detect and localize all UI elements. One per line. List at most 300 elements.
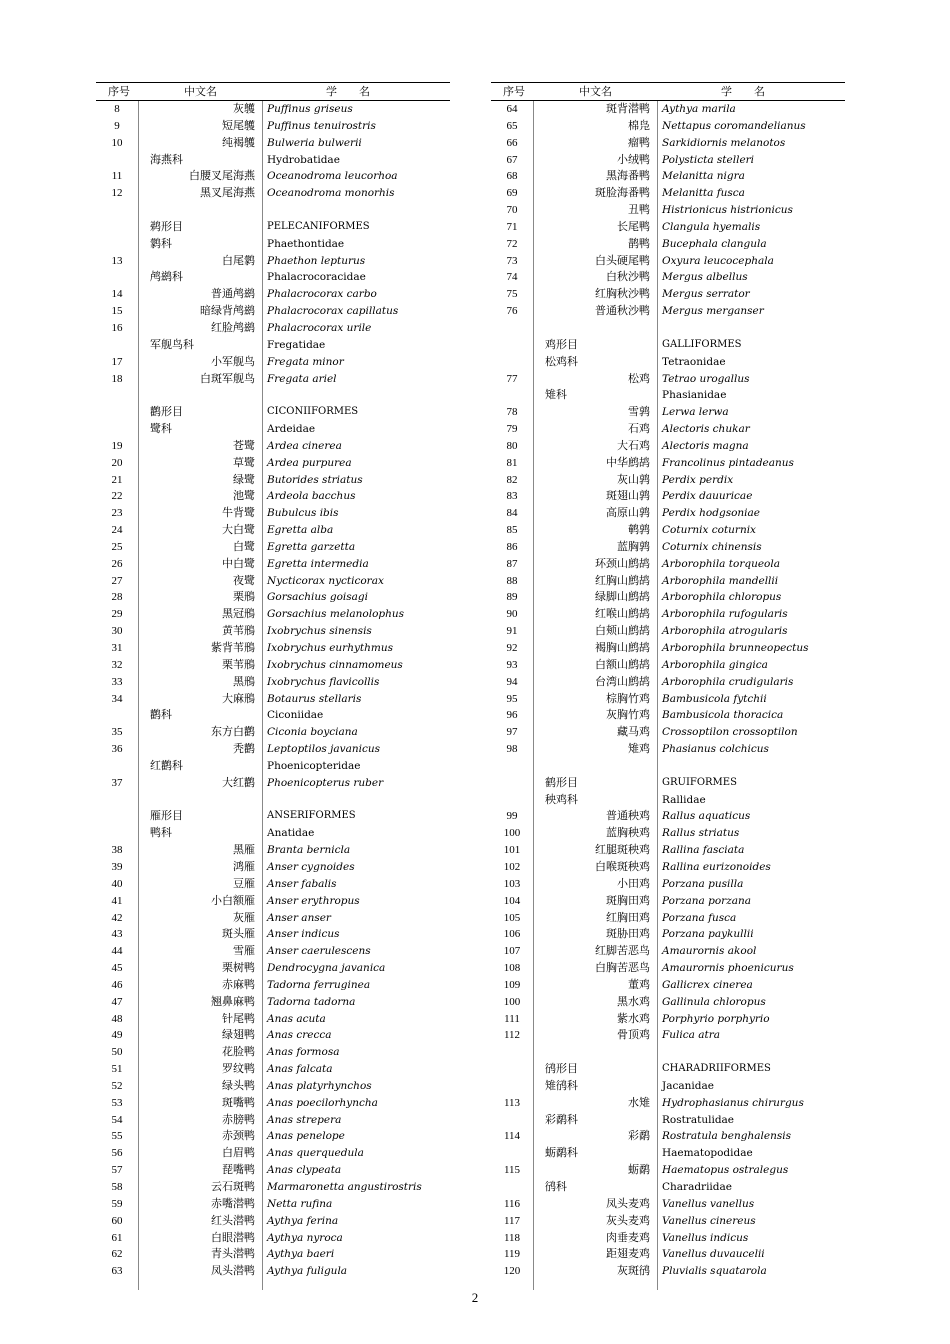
page-number: 2 — [471, 1290, 479, 1305]
chinese-name: 斑嘴鸭 — [222, 1095, 255, 1109]
scientific-name: Anas acuta — [267, 1012, 326, 1025]
species-row — [96, 455, 450, 472]
scientific-name: Rallina eurizonoides — [662, 860, 771, 873]
species-number: 8 — [114, 103, 120, 115]
chinese-name: 夜鹭 — [233, 573, 255, 587]
species-row — [96, 775, 450, 792]
chinese-name: 白尾鹲 — [222, 253, 255, 267]
species-number: 75 — [506, 288, 518, 301]
chinese-name: 小田鸡 — [617, 876, 650, 890]
species-row — [96, 1112, 450, 1129]
scientific-name: Phoenicopteridae — [267, 759, 361, 772]
scientific-name: Tetraonidae — [662, 355, 726, 368]
species-number: 52 — [111, 1079, 123, 1092]
chinese-name: 凤头麦鸡 — [606, 1196, 650, 1210]
taxon-chinese-name: 鹳科 — [150, 708, 172, 722]
scientific-name: Ardeola bacchus — [267, 490, 356, 503]
species-number: 116 — [503, 1197, 521, 1210]
species-list-right — [491, 101, 845, 1280]
blank-row — [96, 387, 450, 404]
chinese-name: 翘鼻麻鸭 — [211, 994, 255, 1008]
species-number: 77 — [506, 372, 518, 385]
species-number: 114 — [503, 1130, 521, 1143]
header-number: 序号 — [108, 85, 130, 98]
species-number: 64 — [506, 103, 518, 115]
scientific-name: PELECANIFORMES — [267, 220, 370, 232]
species-row — [491, 573, 845, 590]
species-number: 54 — [111, 1113, 123, 1126]
scientific-name: Tadorna tadorna — [267, 995, 356, 1008]
scientific-name: Ixobrychus flavicollis — [267, 675, 380, 688]
species-row — [96, 1162, 450, 1179]
species-row — [96, 1246, 450, 1263]
scientific-name: Vanellus indicus — [662, 1231, 749, 1244]
species-number: 111 — [504, 1012, 520, 1025]
species-row — [96, 1061, 450, 1078]
taxon-heading-row — [96, 337, 450, 354]
species-row — [96, 253, 450, 270]
chinese-name: 雉鸡 — [628, 742, 650, 756]
species-row — [491, 1027, 845, 1044]
taxon-chinese-name: 雉鸻科 — [545, 1078, 578, 1092]
species-row — [491, 472, 845, 489]
species-row — [96, 472, 450, 489]
chinese-name: 棕胸竹鸡 — [606, 691, 650, 705]
scientific-name: Phasianidae — [662, 389, 727, 402]
species-number: 30 — [111, 625, 123, 638]
chinese-name: 斑胁田鸡 — [606, 927, 650, 941]
species-number: 23 — [111, 507, 123, 520]
chinese-name: 雪鹑 — [628, 405, 650, 419]
scientific-name: Alectoris magna — [662, 439, 749, 452]
species-row — [491, 219, 845, 236]
scientific-name: Butorides striatus — [267, 473, 363, 486]
species-row — [491, 859, 845, 876]
species-row — [96, 589, 450, 606]
scientific-name: Hydrophasianus chirurgus — [662, 1096, 804, 1109]
species-number: 76 — [506, 305, 518, 318]
species-number: 68 — [506, 170, 518, 183]
scientific-name: Rallidae — [662, 793, 706, 806]
species-number: 90 — [506, 608, 518, 621]
species-number: 29 — [111, 608, 123, 621]
scientific-name: Arborophila crudigularis — [662, 675, 794, 688]
chinese-name: 黑叉尾海燕 — [200, 186, 255, 200]
species-row — [491, 522, 845, 539]
species-row — [96, 438, 450, 455]
species-number: 48 — [111, 1012, 123, 1025]
chinese-name: 赤颈鸭 — [222, 1129, 255, 1143]
scientific-name: Amaurornis akool — [662, 945, 757, 958]
species-list-left — [96, 101, 450, 1280]
taxon-heading-row — [96, 825, 450, 842]
species-row — [491, 185, 845, 202]
species-row — [491, 1095, 845, 1112]
species-row — [491, 1128, 845, 1145]
chinese-name: 白胸苦恶鸟 — [595, 961, 650, 975]
species-number: 70 — [506, 204, 518, 217]
species-row — [491, 674, 845, 691]
chinese-name: 鹊鸭 — [628, 236, 650, 250]
species-number: 24 — [111, 524, 123, 537]
species-row — [491, 539, 845, 556]
taxon-chinese-name: 鸬鹚科 — [150, 270, 183, 284]
taxon-heading-row — [491, 1112, 845, 1129]
taxon-heading-row — [491, 387, 845, 404]
species-number: 100 — [503, 995, 521, 1008]
chinese-name: 紫背苇鳽 — [211, 641, 255, 654]
taxon-heading-row — [491, 1061, 845, 1078]
species-row — [491, 724, 845, 741]
scientific-name: Tadorna ferruginea — [267, 978, 371, 991]
species-row — [491, 640, 845, 657]
species-number: 107 — [503, 945, 521, 958]
chinese-name: 赤膀鸭 — [222, 1112, 255, 1126]
scientific-name: Arborophila atrogularis — [662, 625, 788, 638]
taxon-chinese-name: 军舰鸟科 — [150, 337, 194, 351]
chinese-name: 绿脚山鹧鸪 — [595, 590, 650, 604]
species-number: 87 — [506, 557, 518, 570]
scientific-name: Anser indicus — [267, 928, 340, 941]
chinese-name: 距翅麦鸡 — [606, 1247, 650, 1261]
taxon-chinese-name: 鹭科 — [150, 422, 172, 436]
species-row — [96, 505, 450, 522]
species-row — [96, 1196, 450, 1213]
scientific-name: Anser anser — [267, 911, 331, 924]
species-number: 58 — [111, 1181, 123, 1193]
scientific-name: Fulica atra — [662, 1029, 721, 1042]
species-row — [96, 977, 450, 994]
species-row — [96, 1263, 450, 1280]
scientific-name: Anas platyrhynchos — [267, 1079, 372, 1092]
species-number: 72 — [506, 237, 518, 250]
species-row — [96, 674, 450, 691]
header-scientific-name: 学 名 — [721, 85, 765, 98]
chinese-name: 中华鹧鸪 — [606, 455, 650, 469]
scientific-name: Fregata minor — [267, 355, 344, 368]
species-number: 14 — [111, 288, 123, 301]
chinese-name: 斑翅山鹑 — [606, 489, 650, 503]
scientific-name: ANSERIFORMES — [267, 810, 356, 822]
species-row — [96, 1179, 450, 1196]
species-row — [96, 741, 450, 758]
species-number: 80 — [506, 439, 518, 452]
blank-row — [96, 202, 450, 219]
species-row — [96, 691, 450, 708]
scientific-name: Phasianus colchicus — [662, 743, 769, 756]
scientific-name: Amaurornis phoenicurus — [662, 962, 794, 975]
species-number: 45 — [111, 962, 123, 975]
species-number: 99 — [506, 810, 518, 823]
scientific-name: Marmaronetta angustirostris — [267, 1181, 422, 1193]
chinese-name: 环颈山鹧鸪 — [595, 556, 650, 570]
scientific-name: Tetrao urogallus — [662, 372, 750, 385]
species-row — [491, 910, 845, 927]
scientific-name: Jacanidae — [662, 1079, 714, 1092]
chinese-name: 紫水鸡 — [617, 1011, 650, 1025]
scientific-name: Nycticorax nycticorax — [267, 574, 384, 587]
scientific-name: Vanellus cinereus — [662, 1214, 756, 1227]
species-row — [491, 286, 845, 303]
species-row — [96, 606, 450, 623]
taxon-chinese-name: 彩鹬科 — [545, 1112, 578, 1126]
chinese-name: 台湾山鹧鸪 — [595, 674, 650, 688]
chinese-name: 石鸡 — [628, 422, 650, 436]
species-row — [491, 253, 845, 270]
chinese-name: 白眉鸭 — [222, 1146, 255, 1160]
scientific-name: Melanitta nigra — [662, 170, 745, 183]
scientific-name: Rallina fasciata — [662, 844, 745, 857]
scientific-name: Coturnix coturnix — [662, 524, 756, 537]
species-number: 12 — [111, 187, 123, 200]
chinese-name: 高原山鹑 — [606, 506, 650, 520]
species-number: 15 — [111, 305, 123, 318]
chinese-name: 红胸山鹧鸪 — [595, 573, 650, 587]
species-row — [491, 404, 845, 421]
scientific-name: Hydrobatidae — [267, 153, 340, 166]
species-row — [491, 505, 845, 522]
chinese-name: 绿翅鸭 — [222, 1028, 255, 1042]
species-number: 62 — [111, 1248, 123, 1261]
species-number: 101 — [503, 844, 521, 857]
chinese-name: 大白鹭 — [222, 523, 255, 537]
chinese-name: 灰斑鸻 — [617, 1264, 650, 1278]
chinese-name: 瘤鸭 — [628, 135, 650, 149]
scientific-name: Rallus aquaticus — [662, 810, 751, 823]
species-row — [491, 118, 845, 135]
species-row — [491, 556, 845, 573]
chinese-name: 中白鹭 — [222, 556, 255, 570]
species-row — [491, 371, 845, 388]
chinese-name: 黑冠鳽 — [222, 607, 255, 621]
species-row — [96, 371, 450, 388]
scientific-name: Arborophila rufogularis — [662, 608, 788, 621]
chinese-name: 红喉山鹧鸪 — [595, 607, 650, 621]
species-row — [491, 606, 845, 623]
blank-row — [491, 758, 845, 775]
species-number: 88 — [506, 574, 518, 587]
species-row — [491, 1196, 845, 1213]
species-number: 21 — [111, 473, 123, 486]
scientific-name: Porzana fusca — [662, 911, 737, 924]
species-row — [96, 893, 450, 910]
scientific-name: Puffinus tenuirostris — [267, 119, 376, 132]
species-row — [96, 573, 450, 590]
scientific-name: Leptoptilos javanicus — [267, 743, 381, 756]
chinese-name: 秃鹳 — [233, 742, 255, 756]
chinese-name: 灰鹱 — [233, 102, 255, 115]
species-number: 79 — [506, 423, 518, 436]
chinese-name: 丑鸭 — [628, 203, 650, 217]
chinese-name: 白鹭 — [233, 539, 255, 553]
chinese-name: 大红鹳 — [222, 775, 255, 789]
scientific-name: Perdix hodgsoniae — [662, 507, 760, 520]
species-number: 85 — [506, 524, 518, 537]
species-number: 36 — [111, 743, 123, 756]
scientific-name: Charadriidae — [662, 1181, 732, 1193]
taxon-heading-row — [96, 808, 450, 825]
taxon-chinese-name: 雉科 — [545, 388, 567, 402]
chinese-name: 红脸鸬鹚 — [211, 320, 255, 334]
species-row — [96, 640, 450, 657]
species-row — [491, 135, 845, 152]
table-header — [491, 83, 845, 100]
scientific-name: Vanellus vanellus — [662, 1197, 755, 1210]
species-row — [96, 1095, 450, 1112]
scientific-name: Anas strepera — [267, 1113, 342, 1126]
species-row — [491, 825, 845, 842]
species-number: 27 — [111, 574, 123, 587]
species-number: 63 — [111, 1265, 123, 1278]
species-number: 47 — [111, 995, 123, 1008]
scientific-name: Anas crecca — [267, 1029, 332, 1042]
species-row — [96, 539, 450, 556]
species-row — [491, 623, 845, 640]
taxon-heading-row — [96, 707, 450, 724]
species-number: 49 — [111, 1029, 123, 1042]
species-row — [491, 1263, 845, 1280]
scientific-name: Coturnix chinensis — [662, 540, 762, 553]
taxon-heading-row — [96, 421, 450, 438]
species-row — [491, 455, 845, 472]
scientific-name: Polysticta stelleri — [662, 153, 755, 166]
species-row — [491, 893, 845, 910]
species-number: 39 — [111, 860, 123, 873]
species-number: 113 — [503, 1096, 521, 1109]
species-number: 117 — [503, 1214, 521, 1227]
species-row — [491, 977, 845, 994]
species-row — [491, 269, 845, 286]
left-column — [96, 82, 450, 1280]
chinese-name: 普通鸬鹚 — [211, 287, 255, 301]
species-number: 93 — [506, 658, 518, 671]
chinese-name: 棉凫 — [628, 118, 650, 132]
species-row — [96, 168, 450, 185]
scientific-name: Rallus striatus — [662, 827, 740, 840]
species-number: 57 — [111, 1164, 123, 1177]
scientific-name: Arborophila torqueola — [662, 557, 780, 570]
species-number: 92 — [506, 642, 518, 654]
species-row — [491, 1162, 845, 1179]
scientific-name: Phalacrocorax urile — [267, 321, 372, 334]
species-number: 18 — [111, 372, 123, 385]
scientific-name: Ixobrychus eurhythmus — [267, 642, 393, 654]
chinese-name: 罗纹鸭 — [222, 1062, 255, 1076]
scientific-name: Vanellus duvaucelii — [662, 1248, 765, 1261]
species-row — [491, 960, 845, 977]
chinese-name: 小白额雁 — [211, 893, 255, 907]
scientific-name: Mergus merganser — [662, 305, 764, 318]
scientific-name: Egretta garzetta — [267, 540, 356, 553]
chinese-name: 长尾鸭 — [617, 219, 650, 233]
species-row — [96, 1078, 450, 1095]
chinese-name: 肉垂麦鸡 — [606, 1230, 650, 1244]
scientific-name: Aythya nyroca — [267, 1231, 343, 1244]
species-row — [96, 1230, 450, 1247]
scientific-name: Puffinus griseus — [267, 103, 353, 115]
chinese-name: 红头潜鸭 — [211, 1213, 255, 1227]
scientific-name: Haematopus ostralegus — [662, 1164, 789, 1177]
scientific-name: Phaethontidae — [267, 237, 345, 250]
species-row — [96, 623, 450, 640]
species-row — [491, 657, 845, 674]
species-row — [96, 1011, 450, 1028]
species-number: 50 — [111, 1046, 123, 1059]
right-column — [491, 82, 845, 1280]
scientific-name: Anser caerulescens — [267, 945, 371, 958]
taxon-chinese-name: 雁形目 — [150, 809, 183, 823]
species-row — [96, 842, 450, 859]
scientific-name: Bubulcus ibis — [267, 507, 339, 520]
chinese-name: 白额山鹧鸪 — [595, 657, 650, 671]
taxon-heading-row — [491, 1145, 845, 1162]
species-number: 10 — [111, 136, 123, 149]
species-number: 83 — [506, 490, 518, 503]
chinese-name: 白头硬尾鸭 — [595, 253, 650, 267]
scientific-name: Egretta intermedia — [267, 557, 369, 570]
blank-row — [96, 792, 450, 809]
scientific-name: Anatidae — [267, 827, 315, 840]
chinese-name: 斑脸海番鸭 — [595, 186, 650, 200]
species-row — [96, 859, 450, 876]
taxon-chinese-name: 红鹳科 — [150, 758, 183, 772]
species-row — [96, 320, 450, 337]
scientific-name: Nettapus coromandelianus — [662, 119, 806, 132]
taxon-heading-row — [96, 219, 450, 236]
species-number: 28 — [111, 591, 123, 604]
chinese-name: 灰头麦鸡 — [606, 1213, 650, 1227]
chinese-name: 白腰叉尾海燕 — [189, 169, 255, 183]
scientific-name: Arborophila gingica — [662, 658, 768, 671]
scientific-name: Oxyura leucocephala — [662, 254, 774, 267]
taxon-chinese-name: 鸭科 — [150, 826, 172, 840]
species-number: 112 — [503, 1029, 521, 1042]
species-row — [96, 994, 450, 1011]
species-row — [491, 101, 845, 118]
scientific-name: Oceanodroma leucorhoa — [267, 170, 398, 183]
header-number: 序号 — [503, 85, 525, 98]
chinese-name: 黑海番鸭 — [606, 169, 650, 183]
taxon-heading-row — [491, 1078, 845, 1095]
scientific-name: Pluvialis squatarola — [662, 1265, 767, 1278]
species-row — [491, 236, 845, 253]
species-row — [491, 842, 845, 859]
chinese-name: 黑雁 — [233, 843, 255, 857]
species-number: 115 — [503, 1164, 521, 1177]
scientific-name: CICONIIFORMES — [267, 406, 359, 418]
scientific-name: Bambusicola fytchii — [662, 692, 767, 705]
species-number: 19 — [111, 439, 123, 452]
chinese-name: 东方白鹳 — [211, 725, 255, 739]
chinese-name: 云石斑鸭 — [211, 1180, 255, 1193]
species-row — [96, 1044, 450, 1061]
species-row — [491, 1011, 845, 1028]
chinese-name: 彩鹬 — [628, 1129, 650, 1143]
scientific-name: Anas formosa — [267, 1046, 340, 1059]
scientific-name: Aythya marila — [662, 103, 736, 115]
species-number: 74 — [506, 271, 518, 284]
chinese-name: 董鸡 — [628, 977, 650, 991]
species-number: 17 — [111, 355, 123, 368]
species-row — [96, 286, 450, 303]
species-row — [491, 1246, 845, 1263]
taxon-chinese-name: 鹳形目 — [150, 405, 183, 419]
chinese-name: 池鹭 — [233, 489, 255, 503]
species-row — [96, 910, 450, 927]
scientific-name: Anser cygnoides — [267, 860, 355, 873]
species-number: 32 — [111, 658, 123, 671]
scientific-name: Gorsachius goisagi — [267, 591, 368, 604]
